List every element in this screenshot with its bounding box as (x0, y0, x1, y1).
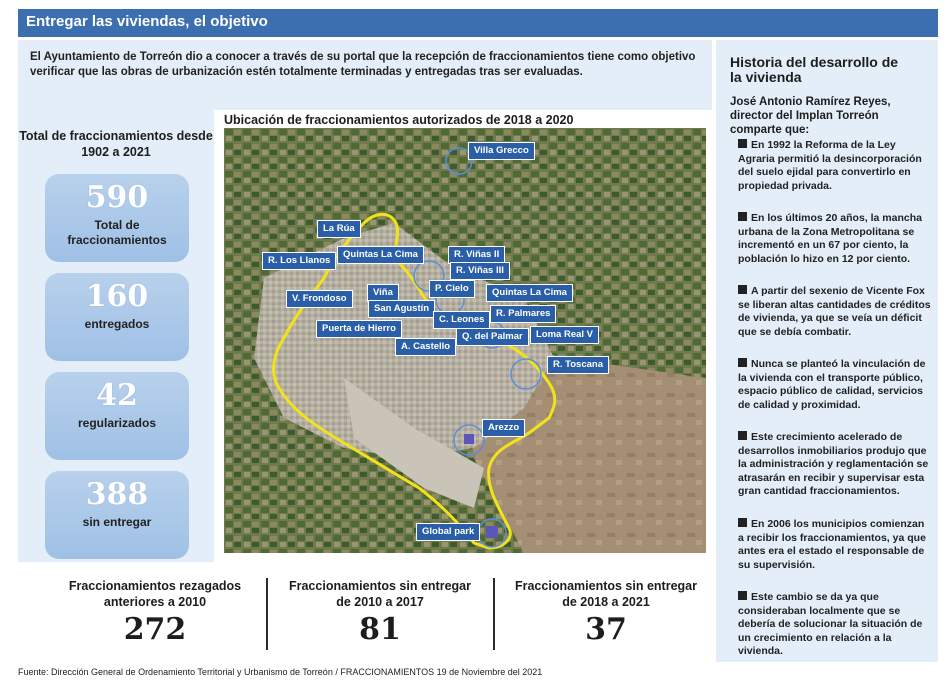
divider (266, 578, 268, 650)
map-label-r-toscana: R. Toscana (547, 356, 609, 374)
bullet-text: Este cambio se da ya que consideraban localmente que se debería de solucionar la situación de un crecimiento en relación a la vivienda. (738, 591, 923, 657)
map-label-v-frondoso: V. Frondoso (286, 290, 353, 308)
bullet-text: En 2006 los municipios comienzan a recibir los fraccionamientos, ya que antes era el estado el responsable de su supervisión. (738, 518, 926, 571)
bullet-square-icon (738, 431, 747, 440)
page-title: Entregar las viviendas, el objetivo (26, 13, 268, 30)
left-panel-title: Total de fraccionamientos desde 1902 a 2021 (19, 129, 213, 159)
map-label-vinas-ii: R. Viñas II (448, 246, 505, 264)
map-label-loma-real-v: Loma Real V (530, 326, 599, 344)
stat-label: regularizados (77, 416, 157, 430)
map-label-p-cielo: P. Cielo (429, 280, 475, 298)
satellite-map (224, 128, 706, 553)
stat-value: 160 (85, 279, 149, 314)
map-label-global-park: Global park (416, 523, 480, 541)
bottom-stat-label: Fraccionamientos sin entregar de 2010 a 2017 (288, 579, 471, 609)
map-title: Ubicación de fraccionamientos autorizados de 2018 a 2020 (224, 113, 574, 127)
bottom-stat-value: 81 (359, 612, 401, 647)
map-label-c-leones: C. Leones (433, 311, 490, 329)
bullet-text: En 1992 la Reforma de la Ley Agraria permitió la desincorporación del suelo ejidal para convertirlo en propiedad privada. (738, 139, 922, 192)
bullet-square-icon (738, 285, 747, 294)
history-bullet (738, 139, 932, 193)
map-label-vinas-iii: R. Viñas III (450, 262, 510, 280)
map-label-san-agustin: San Agustín (368, 300, 435, 318)
location-marker (464, 434, 474, 444)
bullet-text: A partir del sexenio de Vicente Fox se liberan altas cantidades de créditos de vivienda, ya que se veía un déficit que se debía combatir. (738, 285, 931, 338)
map-label-r-palmares: R. Palmares (490, 305, 556, 323)
source-footer: Fuente: Dirección General de Ordenamiento Territorial y Urbanismo de Torreón / FRACCIONAMIENTOS 19 de Noviembre del 2021 (18, 667, 543, 677)
bottom-stat-2018-2021 (506, 578, 706, 647)
history-bullet (738, 358, 932, 412)
history-bullet (738, 285, 932, 339)
bottom-stat-label: Fraccionamientos rezagados anteriores a 2010 (68, 579, 242, 609)
map-label-vina: Viña (367, 284, 399, 302)
history-panel (716, 40, 938, 662)
map-label-villa-grecco: Villa Grecco (468, 142, 535, 160)
map-label-la-rua: La Rúa (317, 220, 361, 238)
left-stats-panel (18, 110, 214, 562)
map-label-puerta-de-hierro: Puerta de Hierro (316, 320, 402, 338)
bullet-text: En los últimos 20 años, la mancha urbana de la Zona Metropolitana se incrementó en un 67 por ciento, la población lo hizo en 12 por ciento. (738, 212, 922, 265)
history-bullet (738, 591, 932, 659)
stat-value: 590 (85, 180, 149, 215)
map-label-quintas-la-cima-2: Quintas La Cima (486, 284, 573, 302)
map-label-quintas-la-cima-1: Quintas La Cima (337, 246, 424, 264)
map-label-los-llanos: R. Los Llanos (262, 252, 336, 270)
bullet-square-icon (738, 212, 747, 221)
stat-card-total (45, 174, 189, 262)
stat-label: sin entregar (82, 515, 152, 529)
bottom-stats (18, 562, 712, 662)
stat-value: 388 (85, 477, 149, 512)
stat-value: 42 (96, 378, 138, 413)
history-bullet (738, 431, 932, 499)
map-label-a-castello: A. Castello (395, 338, 456, 356)
map-label-arezzo: Arezzo (482, 419, 525, 437)
header-bar (18, 9, 938, 37)
bottom-stat-value: 272 (123, 612, 187, 647)
intro-text: El Ayuntamiento de Torreón dio a conocer a través de su portal que la recepción de fraccionamientos tiene como objetivo verificar que las obras de urbanización estén totalmente terminadas y entregadas tras ser evaluadas. (18, 40, 712, 110)
stat-card-sin-entregar (45, 471, 189, 559)
bullet-square-icon (738, 518, 747, 527)
stat-label: Total de fraccionamientos (67, 218, 167, 247)
map-label-q-del-palmar: Q. del Palmar (456, 328, 529, 346)
history-bullet (738, 518, 932, 572)
bullet-text: Este crecimiento acelerado de desarrollos inmobiliarios produjo que la administración y reglamentación se atrasarán en recibir y supervisar esta gran cantidad fraccionamientos. (738, 431, 929, 497)
bottom-stat-value: 37 (585, 612, 627, 647)
stat-card-entregados (45, 273, 189, 361)
bottom-stat-label: Fraccionamientos sin entregar de 2018 a 2021 (514, 579, 697, 609)
history-bullet (738, 212, 932, 266)
bullet-square-icon (738, 139, 747, 148)
bullet-square-icon (738, 591, 747, 600)
history-subtitle: José Antonio Ramírez Reyes, director del Implan Torreón comparte que: (730, 96, 891, 136)
bottom-stat-rezagados (58, 578, 252, 647)
bullet-text: Nunca se planteó la vinculación de la vivienda con el transporte público, espacio público de calidad, servicios de calidad y proximidad. (738, 358, 926, 411)
stat-card-regularizados (45, 372, 189, 460)
bullet-square-icon (738, 358, 747, 367)
divider (493, 578, 495, 650)
location-marker (486, 526, 498, 538)
history-title: Historia del desarrollo de la vivienda (730, 54, 899, 85)
bottom-stat-2010-2017 (280, 578, 480, 647)
stat-label: entregados (84, 317, 150, 331)
